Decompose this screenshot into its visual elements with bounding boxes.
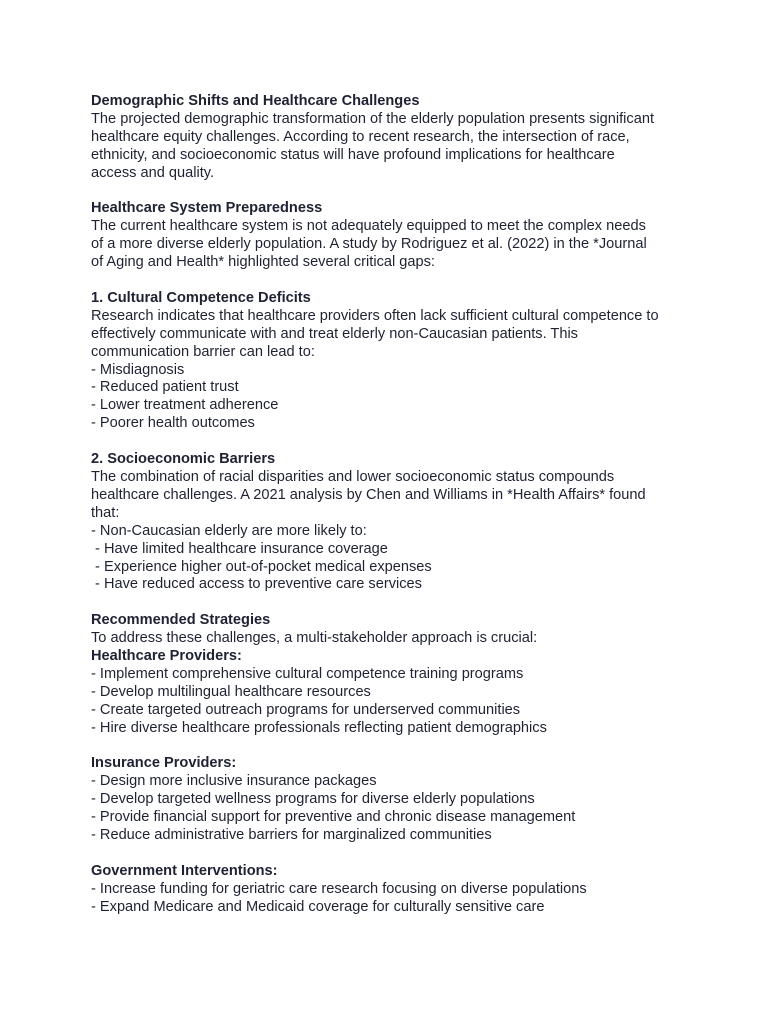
paragraph-line: ethnicity, and socioeconomic status will have profound implications for healthcare	[91, 146, 615, 163]
list-item: - Lower treatment adherence	[91, 397, 279, 414]
list-item: - Design more inclusive insurance packages	[91, 773, 377, 790]
section-heading: Demographic Shifts and Healthcare Challenges	[91, 93, 420, 109]
paragraph-line: Research indicates that healthcare providers often lack sufficient cultural competence to	[91, 307, 659, 324]
paragraph-line: communication barrier can lead to:	[91, 343, 315, 360]
list-item: - Hire diverse healthcare professionals reflecting patient demographics	[91, 719, 547, 736]
list-item: - Reduced patient trust	[91, 379, 239, 396]
section-heading: Government Interventions:	[91, 862, 278, 879]
section-heading: Healthcare System Preparedness	[91, 200, 323, 217]
document-page	[91, 93, 691, 934]
paragraph-line: The projected demographic transformation of the elderly population presents significant	[91, 110, 654, 127]
paragraph-line: of a more diverse elderly population. A study by Rodriguez et al. (2022) in the *Journal	[91, 236, 647, 253]
section-government-interventions	[91, 863, 691, 917]
paragraph-line: The combination of racial disparities and lower socioeconomic status compounds	[91, 468, 615, 485]
section-heading: 2. Socioeconomic Barriers	[91, 451, 276, 468]
list-item: - Have limited healthcare insurance coverage	[91, 540, 388, 557]
paragraph-line: effectively communicate with and treat elderly non-Caucasian patients. This	[91, 325, 578, 342]
list-item: - Experience higher out-of-pocket medical expenses	[91, 558, 432, 575]
list-item: - Develop multilingual healthcare resources	[91, 683, 371, 700]
list-item: - Expand Medicare and Medicaid coverage for culturally sensitive care	[91, 898, 545, 915]
list-item: - Poorer health outcomes	[91, 415, 255, 432]
paragraph-line: access and quality.	[91, 164, 215, 181]
section-demographic-shifts	[91, 93, 691, 183]
section-insurance-providers	[91, 755, 691, 845]
paragraph-line: To address these challenges, a multi-stakeholder approach is crucial:	[91, 630, 538, 647]
paragraph-line: of Aging and Health* highlighted several critical gaps:	[91, 254, 435, 271]
list-item: - Provide financial support for preventive and chronic disease management	[91, 809, 576, 826]
section-socioeconomic-barriers	[91, 451, 691, 594]
list-item: - Have reduced access to preventive care services	[91, 576, 422, 593]
paragraph-line: healthcare equity challenges. According to recent research, the intersection of race,	[91, 128, 630, 145]
list-item: - Misdiagnosis	[91, 361, 185, 378]
section-recommended-strategies	[91, 612, 691, 737]
section-heading: Insurance Providers:	[91, 755, 237, 772]
section-cultural-competence	[91, 290, 691, 433]
paragraph-line: that:	[91, 504, 120, 521]
paragraph-line: healthcare challenges. A 2021 analysis by Chen and Williams in *Health Affairs* found	[91, 486, 646, 503]
list-item: - Implement comprehensive cultural competence training programs	[91, 665, 524, 682]
list-item: - Non-Caucasian elderly are more likely to:	[91, 522, 367, 539]
list-item: - Develop targeted wellness programs for diverse elderly populations	[91, 791, 535, 808]
section-heading: Recommended Strategies	[91, 612, 271, 629]
paragraph-line: The current healthcare system is not adequately equipped to meet the complex needs	[91, 218, 646, 235]
list-item: - Reduce administrative barriers for marginalized communities	[91, 827, 492, 844]
list-item: - Create targeted outreach programs for underserved communities	[91, 701, 521, 718]
section-heading: 1. Cultural Competence Deficits	[91, 289, 311, 306]
subsection-heading: Healthcare Providers:	[91, 648, 242, 665]
section-system-preparedness	[91, 200, 691, 272]
list-item: - Increase funding for geriatric care research focusing on diverse populations	[91, 880, 587, 897]
